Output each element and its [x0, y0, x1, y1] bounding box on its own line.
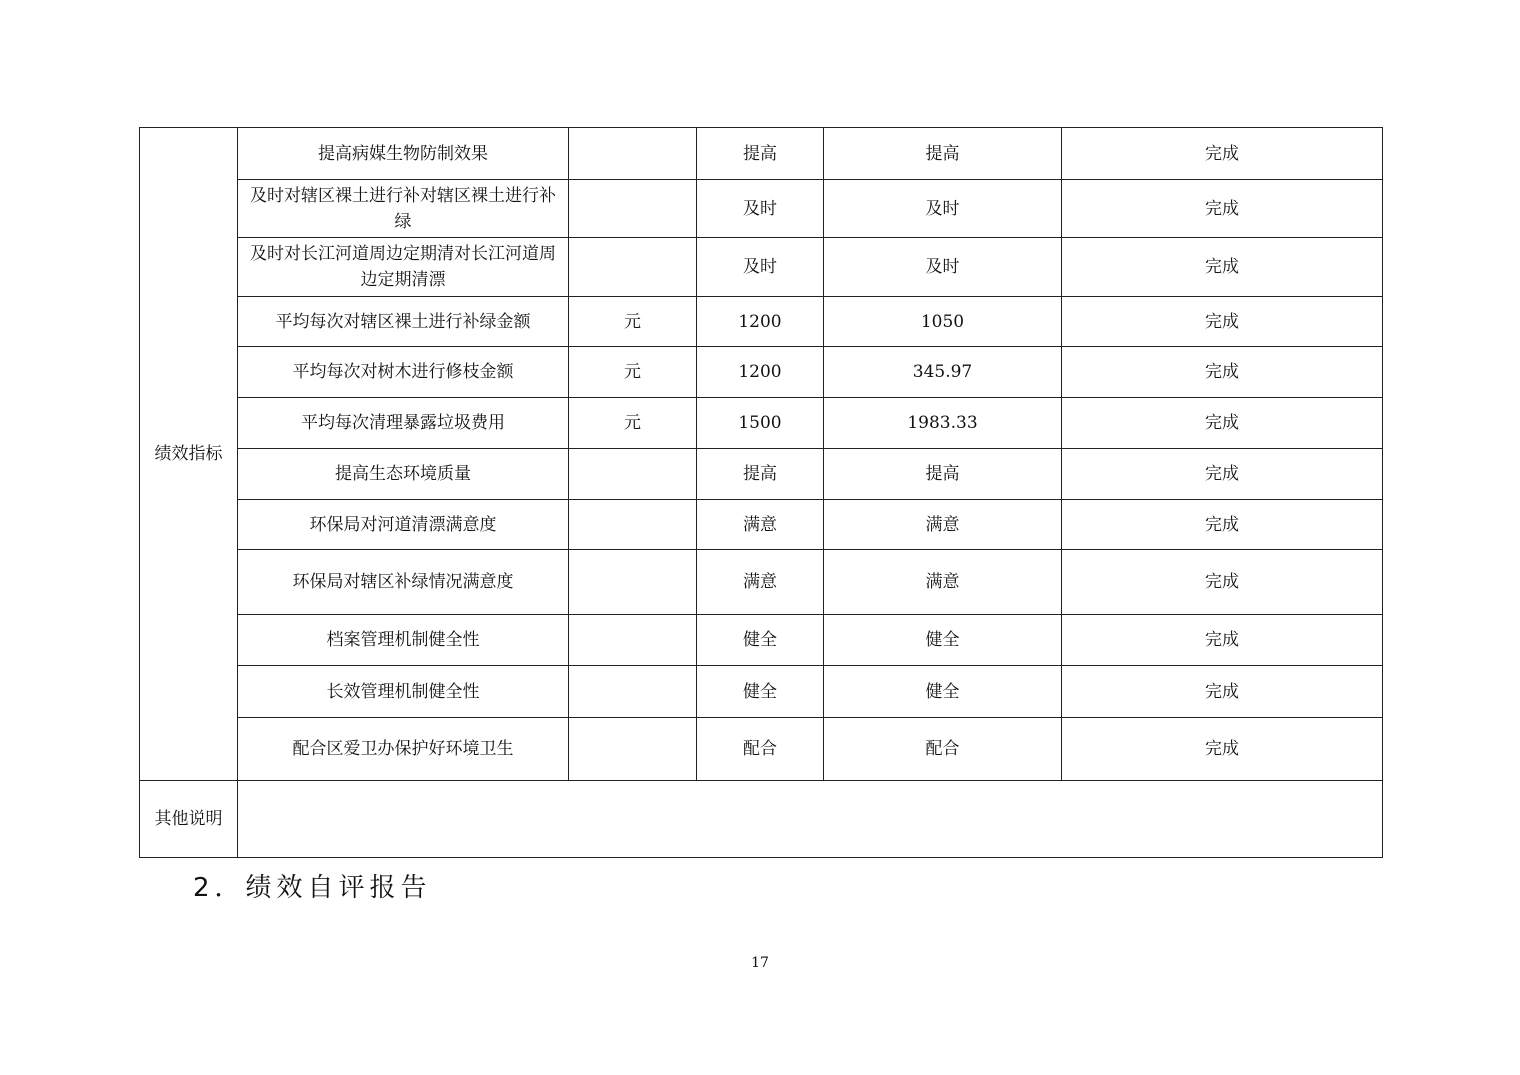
- status-cell: 完成: [1062, 449, 1383, 500]
- actual-cell: 及时: [824, 180, 1062, 238]
- section-heading: 2．绩效自评报告: [193, 873, 432, 903]
- target-cell: 1500: [697, 398, 824, 449]
- table-row: [140, 449, 1383, 500]
- unit-cell: [569, 666, 697, 718]
- actual-cell: 1983.33: [824, 398, 1062, 449]
- actual-cell: 满意: [824, 500, 1062, 550]
- target-cell: 及时: [697, 238, 824, 297]
- actual-cell: 提高: [824, 449, 1062, 500]
- status-cell: 完成: [1062, 666, 1383, 718]
- table-row: [140, 347, 1383, 398]
- indicator-cell: 平均每次对辖区裸土进行补绿金额: [238, 297, 569, 347]
- indicator-cell: 平均每次对树木进行修枝金额: [238, 347, 569, 398]
- target-cell: 提高: [697, 128, 824, 180]
- status-cell: 完成: [1062, 615, 1383, 666]
- other-notes-label: 其他说明: [140, 781, 238, 858]
- indicator-cell: 长效管理机制健全性: [238, 666, 569, 718]
- status-cell: 完成: [1062, 297, 1383, 347]
- table-row: [140, 500, 1383, 550]
- table-row: [140, 615, 1383, 666]
- indicator-cell: 平均每次清理暴露垃圾费用: [238, 398, 569, 449]
- table-row: [140, 666, 1383, 718]
- table-row: [140, 180, 1383, 238]
- indicator-cell: 环保局对河道清漂满意度: [238, 500, 569, 550]
- table-row: [140, 297, 1383, 347]
- actual-cell: 1050: [824, 297, 1062, 347]
- actual-cell: 健全: [824, 615, 1062, 666]
- status-cell: 完成: [1062, 128, 1383, 180]
- actual-cell: 提高: [824, 128, 1062, 180]
- page-number: 17: [751, 955, 769, 971]
- actual-cell: 健全: [824, 666, 1062, 718]
- unit-cell: 元: [569, 347, 697, 398]
- target-cell: 配合: [697, 718, 824, 781]
- unit-cell: [569, 615, 697, 666]
- indicator-cell: 及时对长江河道周边定期清对长江河道周边定期清漂: [238, 238, 569, 297]
- actual-cell: 及时: [824, 238, 1062, 297]
- other-notes-value: [238, 781, 1383, 858]
- table-row: [140, 718, 1383, 781]
- unit-cell: [569, 180, 697, 238]
- indicator-cell: 环保局对辖区补绿情况满意度: [238, 550, 569, 615]
- status-cell: 完成: [1062, 398, 1383, 449]
- unit-cell: [569, 500, 697, 550]
- unit-cell: 元: [569, 398, 697, 449]
- unit-cell: [569, 718, 697, 781]
- target-cell: 1200: [697, 347, 824, 398]
- actual-cell: 345.97: [824, 347, 1062, 398]
- indicator-cell: 档案管理机制健全性: [238, 615, 569, 666]
- status-cell: 完成: [1062, 718, 1383, 781]
- actual-cell: 配合: [824, 718, 1062, 781]
- table-row: [140, 398, 1383, 449]
- target-cell: 满意: [697, 500, 824, 550]
- table-row: [140, 550, 1383, 615]
- category-cell: 绩效指标: [140, 128, 238, 781]
- indicator-cell: 配合区爱卫办保护好环境卫生: [238, 718, 569, 781]
- other-notes-row: [140, 781, 1383, 858]
- indicator-cell: 提高病媒生物防制效果: [238, 128, 569, 180]
- performance-table: [139, 127, 1383, 858]
- target-cell: 及时: [697, 180, 824, 238]
- target-cell: 1200: [697, 297, 824, 347]
- indicator-cell: 提高生态环境质量: [238, 449, 569, 500]
- target-cell: 健全: [697, 615, 824, 666]
- unit-cell: [569, 449, 697, 500]
- unit-cell: 元: [569, 297, 697, 347]
- status-cell: 完成: [1062, 500, 1383, 550]
- unit-cell: [569, 128, 697, 180]
- indicator-cell: 及时对辖区裸土进行补对辖区裸土进行补绿: [238, 180, 569, 238]
- unit-cell: [569, 550, 697, 615]
- table-row: [140, 128, 1383, 180]
- table-row: [140, 238, 1383, 297]
- status-cell: 完成: [1062, 550, 1383, 615]
- target-cell: 满意: [697, 550, 824, 615]
- target-cell: 提高: [697, 449, 824, 500]
- actual-cell: 满意: [824, 550, 1062, 615]
- status-cell: 完成: [1062, 347, 1383, 398]
- status-cell: 完成: [1062, 180, 1383, 238]
- status-cell: 完成: [1062, 238, 1383, 297]
- unit-cell: [569, 238, 697, 297]
- target-cell: 健全: [697, 666, 824, 718]
